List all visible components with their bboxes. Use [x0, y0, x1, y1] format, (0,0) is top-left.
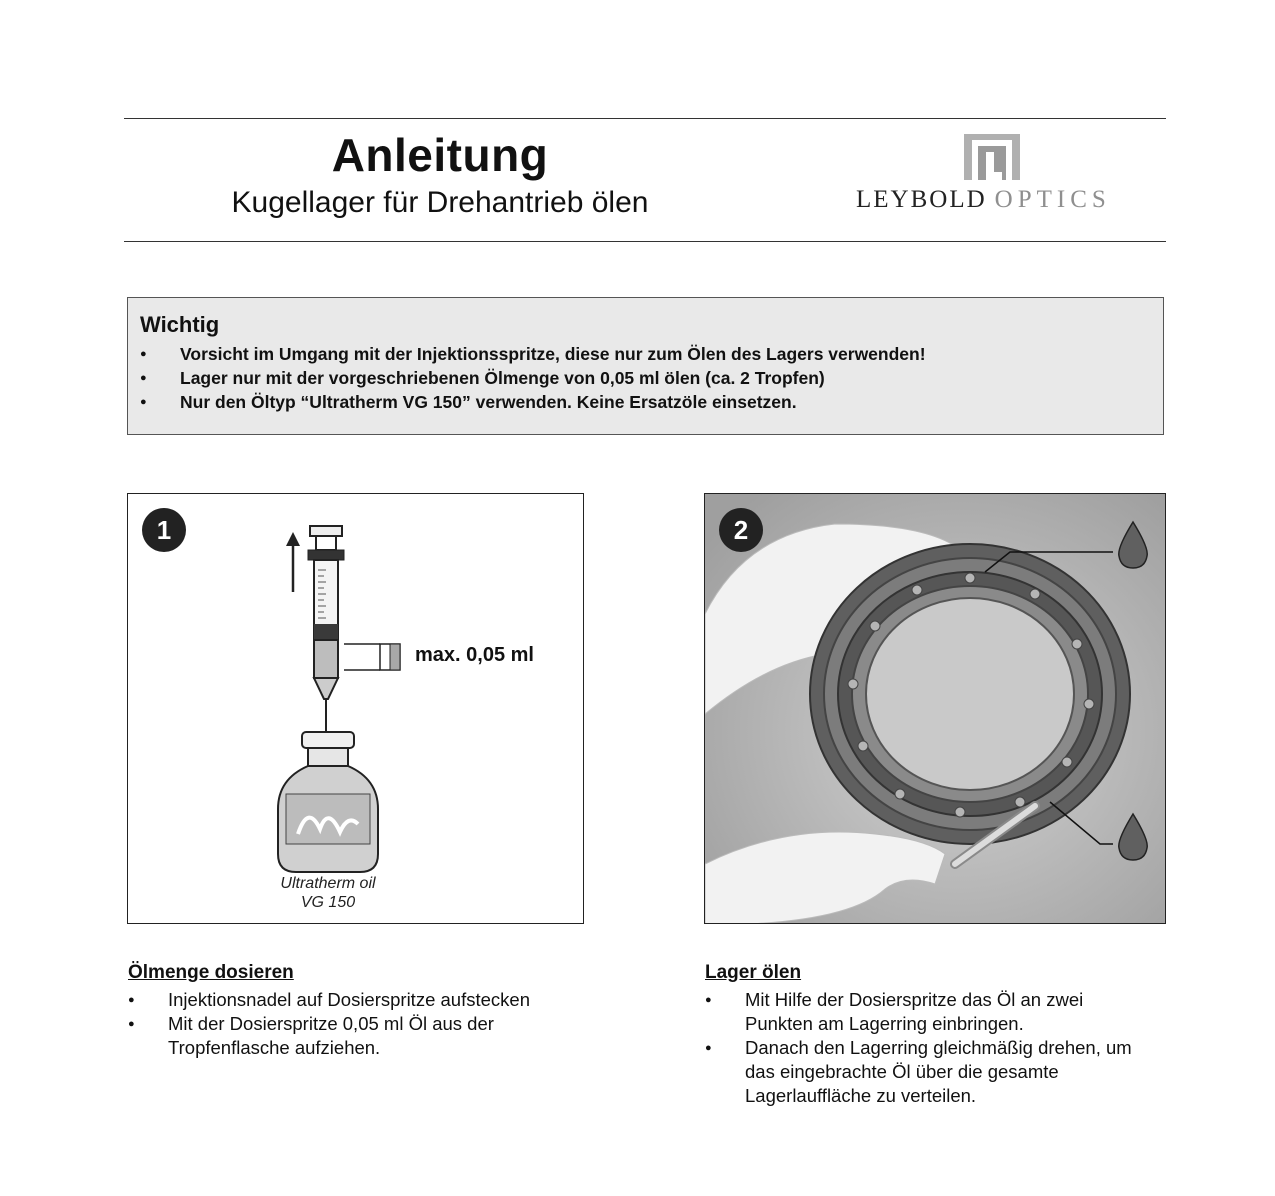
step1-illustration: [127, 493, 584, 924]
important-heading: Wichtig: [140, 312, 220, 337]
page-subtitle: Kugellager für Drehantrieb ölen: [231, 186, 649, 219]
step1-heading: Ölmenge dosieren: [128, 962, 294, 983]
important-list: [140, 342, 1150, 414]
important-item: ● Vorsicht im Umgang mit der Injektionsspritze, diese nur zum Ölen des Lagers verwenden!: [140, 342, 1150, 366]
step-number-badge: 2: [719, 508, 763, 552]
step1-item: ● Injektionsnadel auf Dosierspritze aufstecken: [128, 988, 598, 1012]
step2-list: [705, 988, 1175, 1108]
oil-label-line1: Ultratherm oil: [280, 875, 376, 892]
header-rule-bottom: [124, 241, 1166, 242]
step2-item: ● Mit Hilfe der Dosierspritze das Öl an zwei Punkten am Lagerring einbringen.: [705, 988, 1145, 1036]
leybold-logo-icon: [962, 132, 1022, 182]
step1-list: [128, 988, 598, 1060]
important-notice-box: [127, 297, 1164, 435]
page-title: Anleitung: [331, 129, 549, 181]
bearing-oiling-drawing: [705, 494, 1166, 924]
step2-item: ● Danach den Lagerring gleichmäßig drehen, um das eingebrachte Öl über die gesamte Lagerlauffläche zu verteilen.: [705, 1036, 1165, 1108]
logo-part-optics: OPTICS: [994, 186, 1111, 213]
step1-item: ● Mit der Dosierspritze 0,05 ml Öl aus der Tropfenflasche aufziehen.: [128, 1012, 558, 1060]
max-volume-callout: max. 0,05 ml: [415, 644, 534, 666]
step2-instructions: [705, 962, 1175, 1108]
header-rule-top: [124, 118, 1166, 119]
step1-instructions: [128, 962, 598, 1060]
step-number-badge: 1: [142, 508, 186, 552]
step2-heading: Lager ölen: [705, 962, 802, 983]
logo-part-leybold: LEYBOLD: [856, 186, 987, 213]
step2-illustration: [704, 493, 1166, 924]
oil-label-line2: VG 150: [300, 894, 356, 911]
oil-bottle-label: [228, 874, 428, 912]
syringe-drawing: [128, 494, 584, 924]
leybold-logo-wordmark: [856, 186, 1156, 214]
important-item: ● Nur den Öltyp “Ultratherm VG 150” verwenden. Keine Ersatzöle einsetzen.: [140, 390, 1150, 414]
important-item: ● Lager nur mit der vorgeschriebenen Ölmenge von 0,05 ml ölen (ca. 2 Tropfen): [140, 366, 1150, 390]
